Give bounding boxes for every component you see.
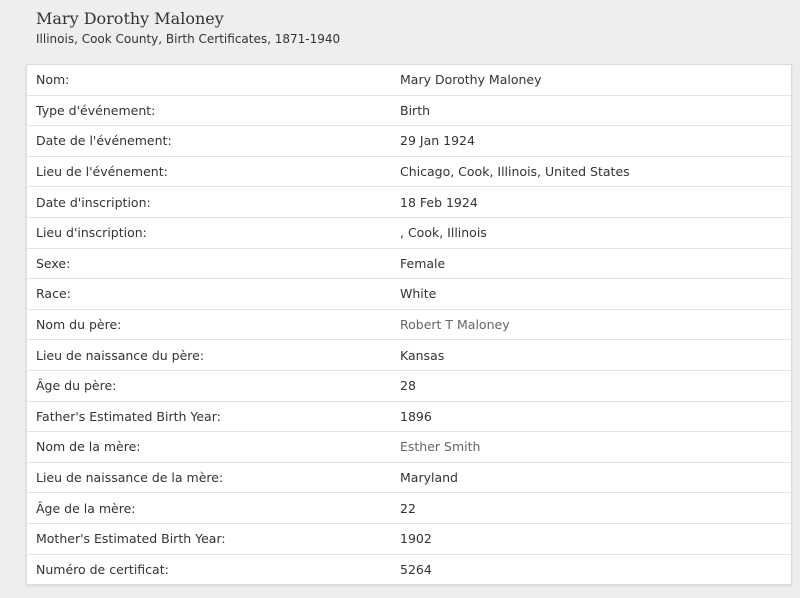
- fact-label: Lieu de naissance de la mère:: [27, 462, 391, 493]
- fact-label: Lieu de naissance du père:: [27, 340, 391, 371]
- fact-label: Nom de la mère:: [27, 432, 391, 463]
- fact-label: Type d'événement:: [27, 95, 391, 126]
- fact-row-registration-place: [27, 217, 791, 248]
- fact-label: Mother's Estimated Birth Year:: [27, 523, 391, 554]
- fact-row-father-age: [27, 370, 791, 401]
- fact-row-sex: [27, 248, 791, 279]
- fact-value: Robert T Maloney: [391, 309, 791, 340]
- fact-value: Mary Dorothy Maloney: [391, 65, 791, 95]
- fact-row-name: [27, 65, 791, 95]
- record-facts-table: [27, 65, 791, 584]
- record-title: Mary Dorothy Maloney: [36, 9, 224, 28]
- fact-row-mother-name: [27, 432, 791, 463]
- fact-label: Date d'inscription:: [27, 187, 391, 218]
- fact-value: 22: [391, 493, 791, 524]
- fact-row-father-birthplace: [27, 340, 791, 371]
- fact-value: Esther Smith: [391, 432, 791, 463]
- fact-label: Lieu de l'événement:: [27, 156, 391, 187]
- fact-row-event-date: [27, 126, 791, 157]
- fact-row-event-place: [27, 156, 791, 187]
- fact-value: 5264: [400, 561, 432, 577]
- fact-value: 29 Jan 1924: [391, 126, 791, 157]
- fact-label: Numéro de certificat:: [36, 561, 169, 577]
- fact-row-father-name: [27, 309, 791, 340]
- fact-value: White: [391, 279, 791, 310]
- fact-label: Father's Estimated Birth Year:: [27, 401, 391, 432]
- fact-label: Nom du père:: [27, 309, 391, 340]
- fact-row-registration-date: [27, 187, 791, 218]
- fact-label: Race:: [27, 279, 391, 310]
- fact-row-mother-birth-year: [27, 523, 791, 554]
- fact-row-father-birth-year: [27, 401, 791, 432]
- record-collection-subtitle: Illinois, Cook County, Birth Certificates, 1871-1940: [36, 32, 341, 46]
- record-facts-card: [26, 64, 792, 585]
- fact-row-mother-birthplace: [27, 462, 791, 493]
- fact-label: Nom:: [27, 65, 391, 95]
- fact-label: Âge du père:: [27, 370, 391, 401]
- fact-row-mother-age: [27, 493, 791, 524]
- fact-value: Female: [391, 248, 791, 279]
- fact-label: Date de l'événement:: [27, 126, 391, 157]
- fact-label: Lieu d'inscription:: [27, 217, 391, 248]
- fact-row-certificate-number: [27, 554, 791, 584]
- fact-value: 1896: [391, 401, 791, 432]
- fact-value: 1902: [391, 523, 791, 554]
- fact-label: Âge de la mère:: [27, 493, 391, 524]
- fact-value: 18 Feb 1924: [391, 187, 791, 218]
- fact-value: Kansas: [391, 340, 791, 371]
- fact-row-race: [27, 279, 791, 310]
- fact-value: Maryland: [391, 462, 791, 493]
- fact-value: , Cook, Illinois: [391, 217, 791, 248]
- fact-value: Chicago, Cook, Illinois, United States: [391, 156, 791, 187]
- fact-label: Sexe:: [27, 248, 391, 279]
- fact-value: Birth: [391, 95, 791, 126]
- fact-value: 28: [391, 370, 791, 401]
- fact-row-event-type: [27, 95, 791, 126]
